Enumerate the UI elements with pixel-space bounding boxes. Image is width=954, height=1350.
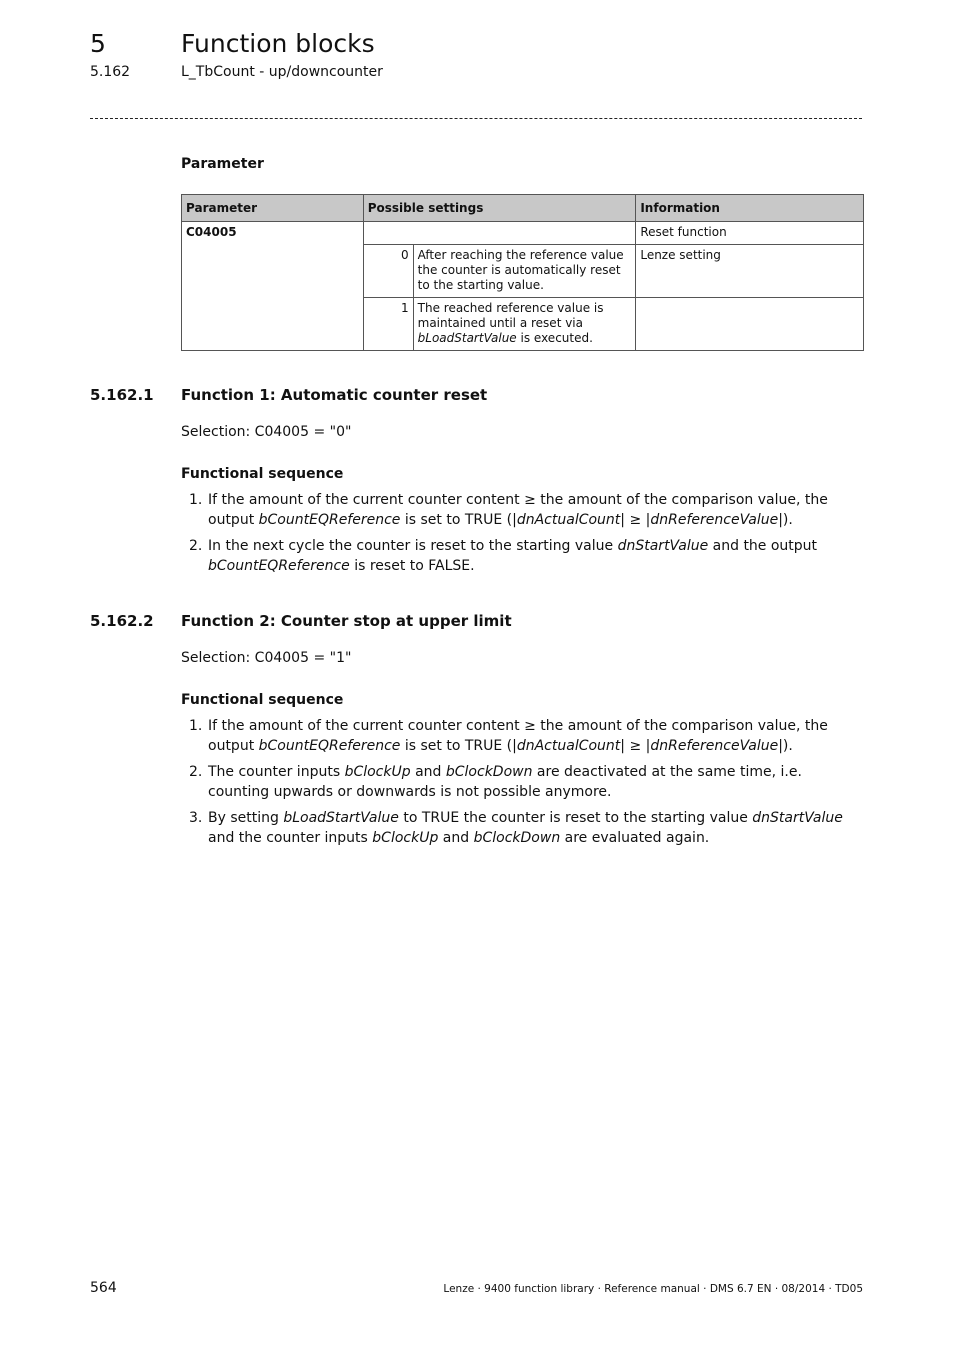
parameter-heading: Parameter: [181, 156, 264, 172]
chapter-title: Function blocks: [181, 29, 375, 58]
functional-sequence-heading: Functional sequence: [181, 692, 344, 708]
list-item: 1. If the amount of the current counter content ≥ the amount of the comparison value, the output bCountEQReference is set to TRUE (|dnActualCount| ≥ |dnReferenceValue|).: [189, 718, 828, 754]
setting-value: 1: [363, 298, 413, 351]
step-list: [181, 491, 864, 583]
setting-description: The reached reference value is maintained until a reset via bLoadStartValue is executed.: [413, 298, 636, 351]
table-header-row: [182, 195, 864, 222]
chapter-number: 5: [90, 29, 106, 58]
subsection-title: Function 2: Counter stop at upper limit: [181, 612, 512, 630]
parameter-table: [181, 194, 864, 351]
section-title: L_TbCount - up/downcounter: [181, 64, 383, 80]
selection-text: Selection: C04005 = "1": [181, 650, 352, 666]
selection-text: Selection: C04005 = "0": [181, 424, 352, 440]
list-item: 2. In the next cycle the counter is reset to the starting value dnStartValue and the output bCountEQReference is reset to FALSE.: [189, 538, 818, 574]
setting-description: After reaching the reference value the counter is automatically reset to the starting value.: [413, 245, 636, 298]
param-info: Reset function: [636, 222, 864, 245]
setting-value: 0: [363, 245, 413, 298]
column-header: Information: [636, 195, 864, 222]
column-header: Possible settings: [363, 195, 636, 222]
param-code: C04005: [182, 222, 364, 351]
step-list: [181, 717, 864, 855]
table-cell: [363, 222, 636, 245]
section-number: 5.162: [90, 64, 131, 80]
header-divider: [90, 118, 862, 119]
functional-sequence-heading: Functional sequence: [181, 466, 344, 482]
subsection-number: 5.162.2: [90, 612, 154, 630]
footer-text: Lenze · 9400 function library · Reference manual · DMS 6.7 EN · 08/2014 · TD05: [443, 1283, 863, 1295]
subsection-title: Function 1: Automatic counter reset: [181, 386, 488, 404]
list-item: 1. If the amount of the current counter content ≥ the amount of the comparison value, the output bCountEQReference is set to TRUE (|dnActualCount| ≥ |dnReferenceValue|).: [189, 492, 828, 528]
subsection-number: 5.162.1: [90, 386, 154, 404]
list-item: 3. By setting bLoadStartValue to TRUE the counter is reset to the starting value dnStartValue and the counter inputs bClockUp and bClockDown are evaluated again.: [189, 810, 843, 846]
list-item: 2. The counter inputs bClockUp and bClockDown are deactivated at the same time, i.e. counting upwards or downwards is not possible anymore.: [189, 764, 802, 800]
column-header: Parameter: [182, 195, 364, 222]
setting-info: Lenze setting: [636, 245, 864, 298]
table-row: [182, 222, 864, 245]
setting-info: [636, 298, 864, 351]
page-number: 564: [90, 1280, 117, 1296]
